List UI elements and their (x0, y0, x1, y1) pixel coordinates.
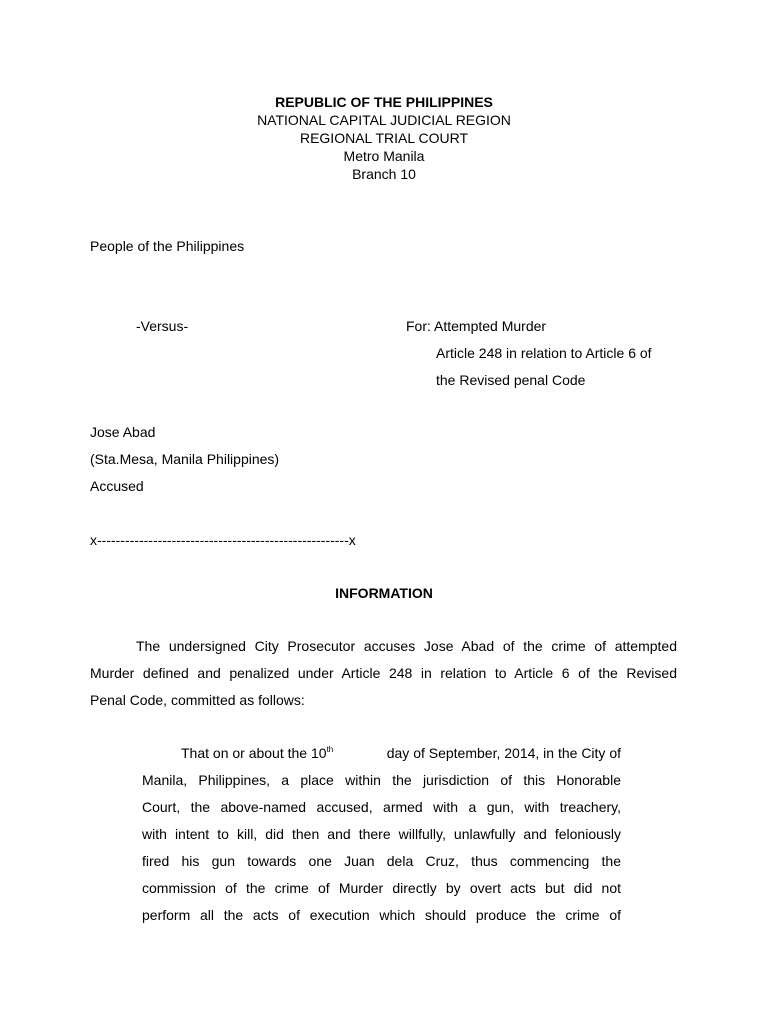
court-branch-heading: Branch 10 (352, 166, 416, 182)
charge-code: the Revised penal Code (436, 372, 586, 388)
intro-line-3: Penal Code, committed as follows: (90, 692, 305, 708)
body-line-7: perform all the acts of execution which should produce the crime of (142, 907, 621, 923)
charge-title: For: Attempted Murder (406, 318, 547, 334)
court-city-heading: Metro Manila (343, 148, 425, 164)
intro-line-1: The undersigned City Prosecutor accuses Jose Abad of the crime of attempted (136, 638, 677, 654)
body-line-3: Court, the above-named accused, armed with a gun, with treachery, (142, 799, 621, 815)
court-name-heading: REGIONAL TRIAL COURT (299, 130, 469, 146)
accused-label: Accused (90, 478, 144, 494)
document-title: INFORMATION (335, 585, 433, 601)
charge-article: Article 248 in relation to Article 6 of (436, 345, 652, 361)
body-line-2: Manila, Philippines, a place within the jurisdiction of this Honorable (142, 772, 621, 788)
accused-name: Jose Abad (90, 424, 156, 440)
accused-address: (Sta.Mesa, Manila Philippines) (90, 451, 280, 467)
body-line-4: with intent to kill, did then and there willfully, unlawfully and feloniously (142, 826, 621, 842)
caption-separator: x------------------------------------------------------x (90, 532, 356, 548)
body-line-1-pre: That on or about the 10 (181, 745, 327, 761)
body-line-1-post: day of September, 2014, in the City of (386, 745, 621, 761)
body-line-1-ordinal: th (326, 745, 334, 754)
body-line-6: commission of the crime of Murder directly by overt acts but did not (142, 880, 621, 896)
body-line-1 (181, 744, 621, 762)
versus-label: -Versus- (136, 318, 189, 334)
body-line-5: fired his gun towards one Juan dela Cruz, thus commencing the (142, 853, 621, 869)
plaintiff-name: People of the Philippines (90, 238, 245, 254)
court-republic-heading: REPUBLIC OF THE PHILIPPINES (275, 94, 493, 110)
body-line-1-date (181, 744, 333, 762)
intro-line-2: Murder defined and penalized under Article 248 in relation to Article 6 of the Revised (90, 665, 677, 681)
court-region-heading: NATIONAL CAPITAL JUDICIAL REGION (257, 112, 511, 128)
